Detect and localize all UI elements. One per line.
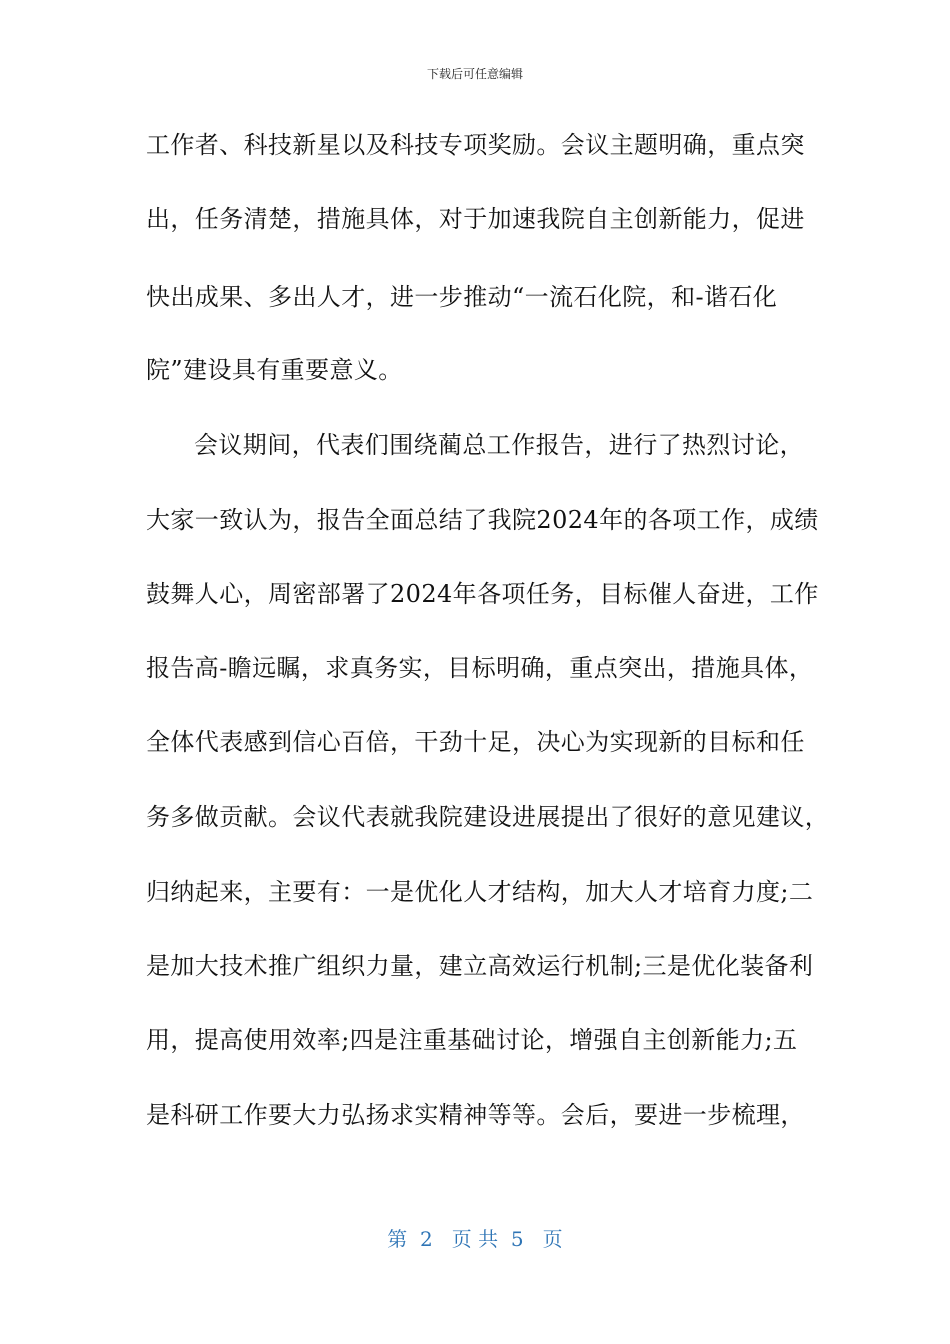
text-line-indented: 会议期间，代表们围绕蔺总工作报告，进行了热烈讨论， <box>194 431 804 459</box>
text-line: 大家一致认为，报告全面总结了我院2024年的各项工作，成绩 <box>146 506 819 534</box>
text-line: 出，任务清楚，措施具体，对于加速我院自主创新能力，促进 <box>146 205 805 233</box>
text-line: 用，提高使用效率;四是注重基础讨论，增强自主创新能力;五 <box>146 1026 798 1054</box>
text-line: 快出成果、多出人才，进一步推动“一流石化院，和-谐石化 <box>146 283 778 311</box>
text-line: 鼓舞人心，周密部署了2024年各项任务，目标催人奋进，工作 <box>146 580 819 608</box>
text-line: 院”建设具有重要意义。 <box>146 356 403 384</box>
text-line: 工作者、科技新星以及科技专项奖励。会议主题明确，重点突 <box>146 131 805 159</box>
text-line: 全体代表感到信心百倍，干劲十足，决心为实现新的目标和任 <box>146 728 805 756</box>
text-line: 是科研工作要大力弘扬求实精神等等。会后，要进一步梳理， <box>146 1101 805 1129</box>
text-line: 是加大技术推广组织力量，建立高效运行机制;三是优化装备利 <box>146 952 814 980</box>
page-header: 下载后可任意编辑 <box>426 67 523 81</box>
text-line: 务多做贡献。会议代表就我院建设进展提出了很好的意见建议， <box>146 803 830 831</box>
text-line: 归纳起来，主要有：一是优化人才结构，加大人才培育力度;二 <box>146 878 814 906</box>
page-number-footer: 第 2 页 共 5 页 <box>387 1227 563 1251</box>
text-line: 报告高-瞻远瞩，求真务实，目标明确，重点突出，措施具体， <box>146 654 814 682</box>
